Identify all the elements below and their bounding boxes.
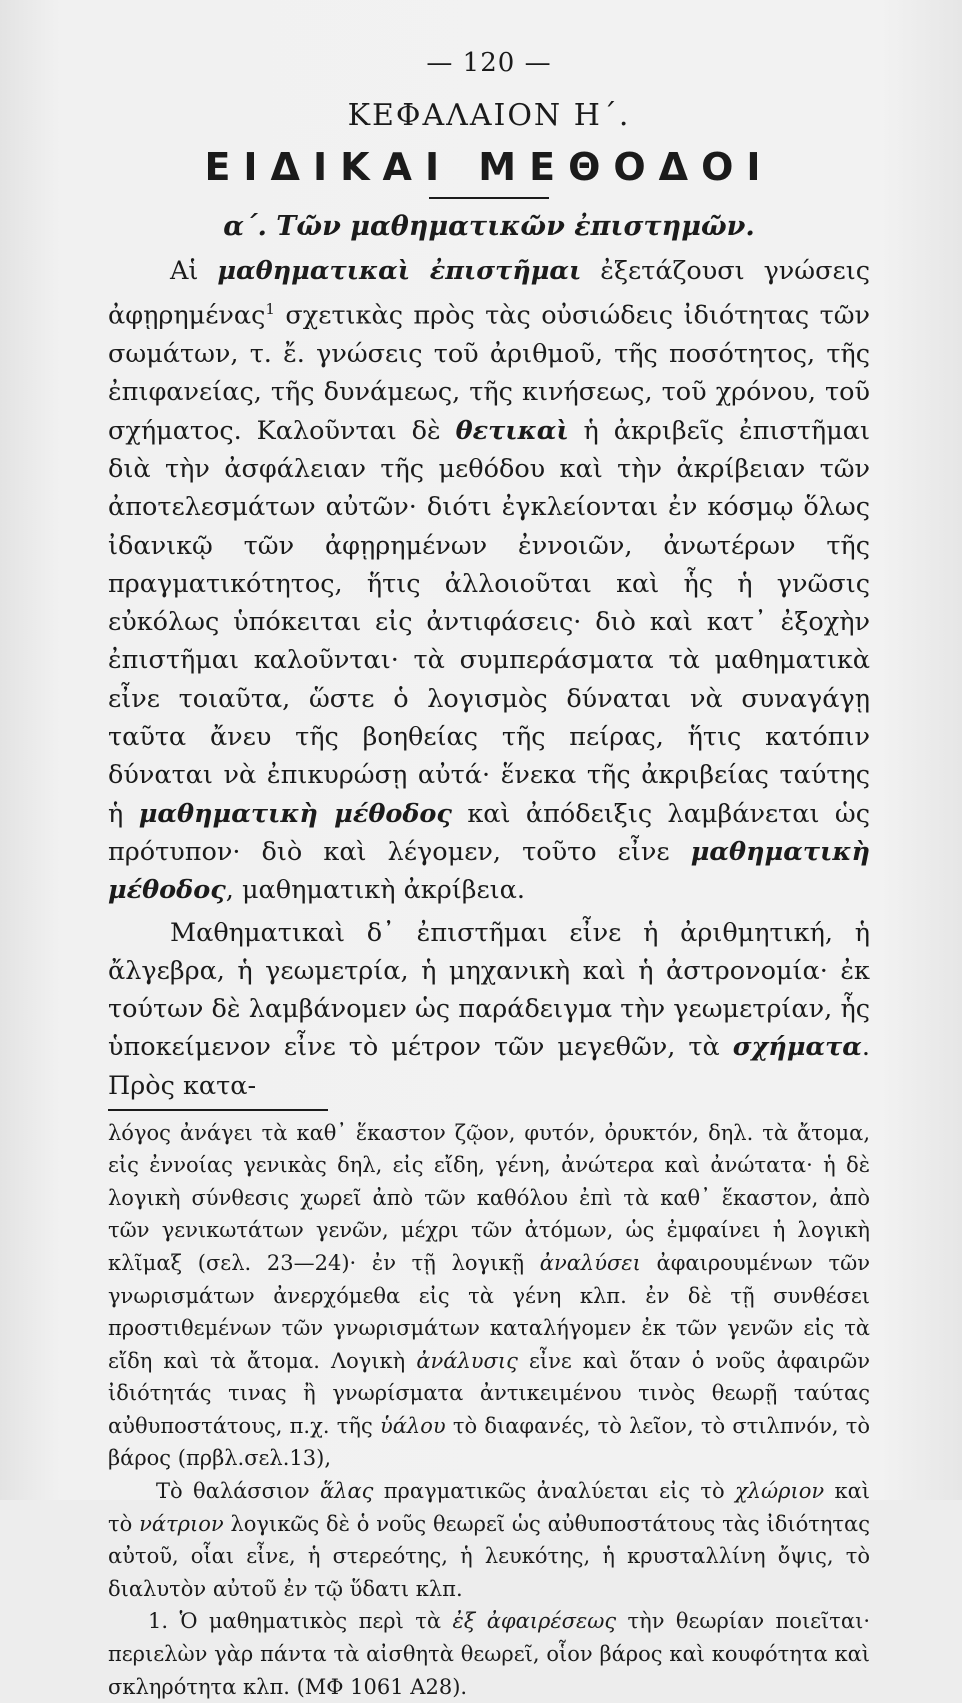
text-run: Μαθηματικαὶ δ᾿ ἐπιστῆμαι εἶνε ἡ ἀριθμητική, ἡ ἄλγεβρα, ἡ γεωμετρία, ἡ μηχανικὴ καὶ ἡ ἀστρονομία· ἐκ τούτων δὲ λαμβάνομεν ὡς παράδειγμα τὴν γεωμετρίαν, ἧς ὑποκείμενον εἶνε τὸ μέτρον τῶν μεγεθῶν, τὰ: [108, 917, 870, 1063]
text-run: . Πρὸς κατα-: [108, 1032, 870, 1101]
section-text: Τῶν μαθηματικῶν ἐπιστημῶν.: [276, 211, 755, 242]
text-run: ἐξετάζουσι γνώσεις ἀφῃρημένας: [108, 256, 870, 331]
text-run: Τὸ θαλάσσιον: [156, 1479, 320, 1504]
emphasis-term: μαθηματικὴ μέθοδος: [108, 836, 870, 906]
text-run: ἡ ἀκριβεῖς ἐπιστῆμαι διὰ τὴν ἀσφάλειαν τῆς μεθόδου καὶ τὴν ἀκρίβειαν τῶν ἀποτελεσμάτων αὐτῶν· διότι ἐγκλείονται ἐν κόσμῳ ὅλως ἰδανικῷ τῶν ἀφῃρημένων ἐννοιῶν, ἀνωτέρων τῆς πραγματικότητος, ἥτις ἀλλοιοῦται καὶ ἧς ἡ γνῶσις εὐκόλως ὑπόκειται εἰς ἀντιφάσεις· διὸ καὶ κατ᾿ ἐξοχὴν ἐπιστῆμαι καλοῦνται· τὰ συμπεράσματα τὰ μαθηματικὰ εἶνε τοιαῦτα, ὥστε ὁ λογισμὸς δύναται νὰ συναγάγῃ ταῦτα ἄνευ τῆς βοηθείας τῆς πείρας, ἥτις κατόπιν δύναται νὰ ἐπικυρώσῃ αὐτά· ἕνεκα τῆς ἀκριβείας ταύτης ἡ: [108, 415, 870, 829]
footnote-paragraph: [108, 1475, 870, 1605]
text-run: πραγματικῶς ἀναλύεται εἰς τὸ: [373, 1479, 735, 1504]
footnote-1: [108, 1605, 870, 1703]
title-rule: [429, 197, 549, 199]
emphasis-term: ἐξ ἀφαιρέσεως: [452, 1609, 617, 1634]
text-run: , μαθηματικὴ ἀκρίβεια.: [225, 875, 526, 906]
emphasis-term: μαθηματικὴ μέθοδος: [138, 798, 452, 829]
emphasis-term: ἀνάλυσις: [416, 1348, 518, 1373]
emphasis-term: ἅλας: [319, 1479, 374, 1504]
main-text: [108, 252, 870, 1105]
text-run: λογικῶς δὲ ὁ νοῦς θεωρεῖ ὡς αὐθυποστάτους τὰς ἰδιότητας αὐτοῦ, οἷαι εἶνε, ἡ στερεότης, ἡ λευκότης, ἡ κρυσταλλίνη ὄψις, τὸ διαλυτὸν αὐτοῦ ἐν τῷ ὕδατι κλπ.: [108, 1511, 870, 1601]
paragraph-1: [108, 252, 870, 910]
emphasis-term: ὑάλου: [379, 1413, 446, 1438]
emphasis-term: μαθηματικαὶ ἐπιστῆμαι: [217, 256, 582, 286]
footnote-rule: [108, 1109, 328, 1111]
chapter-title: ΕΙΔΙΚΑΙ ΜΕΘΟΔΟΙ: [204, 145, 774, 189]
emphasis-term: θετικαὶ: [455, 415, 569, 446]
emphasis-term: σχήματα: [732, 1032, 862, 1063]
text-run: Αἱ: [170, 256, 218, 286]
text-run: εἶνε καὶ ὅταν ὁ νοῦς ἀφαιρῶν ἰδιότητάς τινας ἢ γνωρίσματα ἀντικειμένου τινὸς θεωρῇ ταύτας αὐθυποστάτους, π.χ. τῆς: [108, 1348, 870, 1438]
section-heading: [108, 211, 870, 242]
emphasis-term: νάτριον: [139, 1511, 224, 1536]
text-run: καὶ τὸ: [108, 1479, 870, 1536]
text-run: καὶ ἀπόδειξις λαμβάνεται ὡς πρότυπον· διὸ καὶ λέγομεν, τοῦτο εἶνε: [108, 798, 870, 867]
page-number: — 120 —: [426, 48, 552, 78]
text-run: σχετικὰς πρὸς τὰς οὐσιώδεις ἰδιότητας τῶν σωμάτων, τ. ἔ. γνώσεις τοῦ ἀριθμοῦ, τῆς ποσότητος, τῆς ἐπιφανείας, τῆς δυνάμεως, τῆς κινήσεως, τοῦ χρόνου, τοῦ σχήματος. Καλοῦνται δὲ: [108, 300, 870, 446]
text-run: λόγος ἀνάγει τὰ καθ᾿ ἕκαστον ζῷον, φυτόν, ὀρυκτόν, δηλ. τὰ ἄτομα, εἰς ἐννοίας γενικὰς δηλ, εἰς εἴδη, γένη, ἀνώτερα καὶ ἀνώτατα· ἡ δὲ λογικὴ σύνθεσις χωρεῖ ἀπὸ τῶν καθόλου ἐπὶ τὰ καθ᾿ ἕκαστον, ἀπὸ τῶν γενικωτάτων γενῶν, μέχρι τῶν ἀτόμων, ὡς ἐμφαίνει ἡ λογικὴ κλῖμαξ (σελ. 23—24)· ἐν τῇ λογικῇ: [108, 1120, 870, 1275]
text-run: ἀφαιρουμένων τῶν γνωρισμάτων ἀνερχόμεθα εἰς τὰ γένη κλπ. ἐν δὲ τῇ συνθέσει προστιθεμένων τῶν γνωρισμάτων καταλήγομεν ἐκ τῶν γενῶν εἰς τὰ εἴδη καὶ τὰ ἄτομα. Λογικὴ: [108, 1250, 870, 1373]
emphasis-term: ἀναλύσει: [539, 1250, 641, 1275]
footnotes: [108, 1117, 870, 1703]
emphasis-term: χλώριον: [734, 1479, 825, 1504]
text-run: 1. Ὁ μαθηματικὸς περὶ τὰ: [148, 1609, 453, 1634]
text-run: τὴν θεωρίαν ποιεῖται· περιελὼν γὰρ πάντα τὰ αἰσθητὰ θεωρεῖ, οἷον βάρος καὶ κουφότητα καὶ σκληρότητα κλπ. (ΜΦ 1061 Α28).: [108, 1609, 870, 1699]
section-number: α΄.: [223, 211, 267, 242]
footnote-continuation: [108, 1117, 870, 1476]
paragraph-2: [108, 914, 870, 1105]
footnote-marker: 1: [265, 300, 275, 319]
chapter-heading: ΚΕΦΑΛΑΙΟΝ Η΄.: [347, 98, 631, 133]
text-run: τὸ διαφανές, τὸ λεῖον, τὸ στιλπνόν, τὸ βάρος (πρβλ.σελ.13),: [108, 1413, 871, 1471]
